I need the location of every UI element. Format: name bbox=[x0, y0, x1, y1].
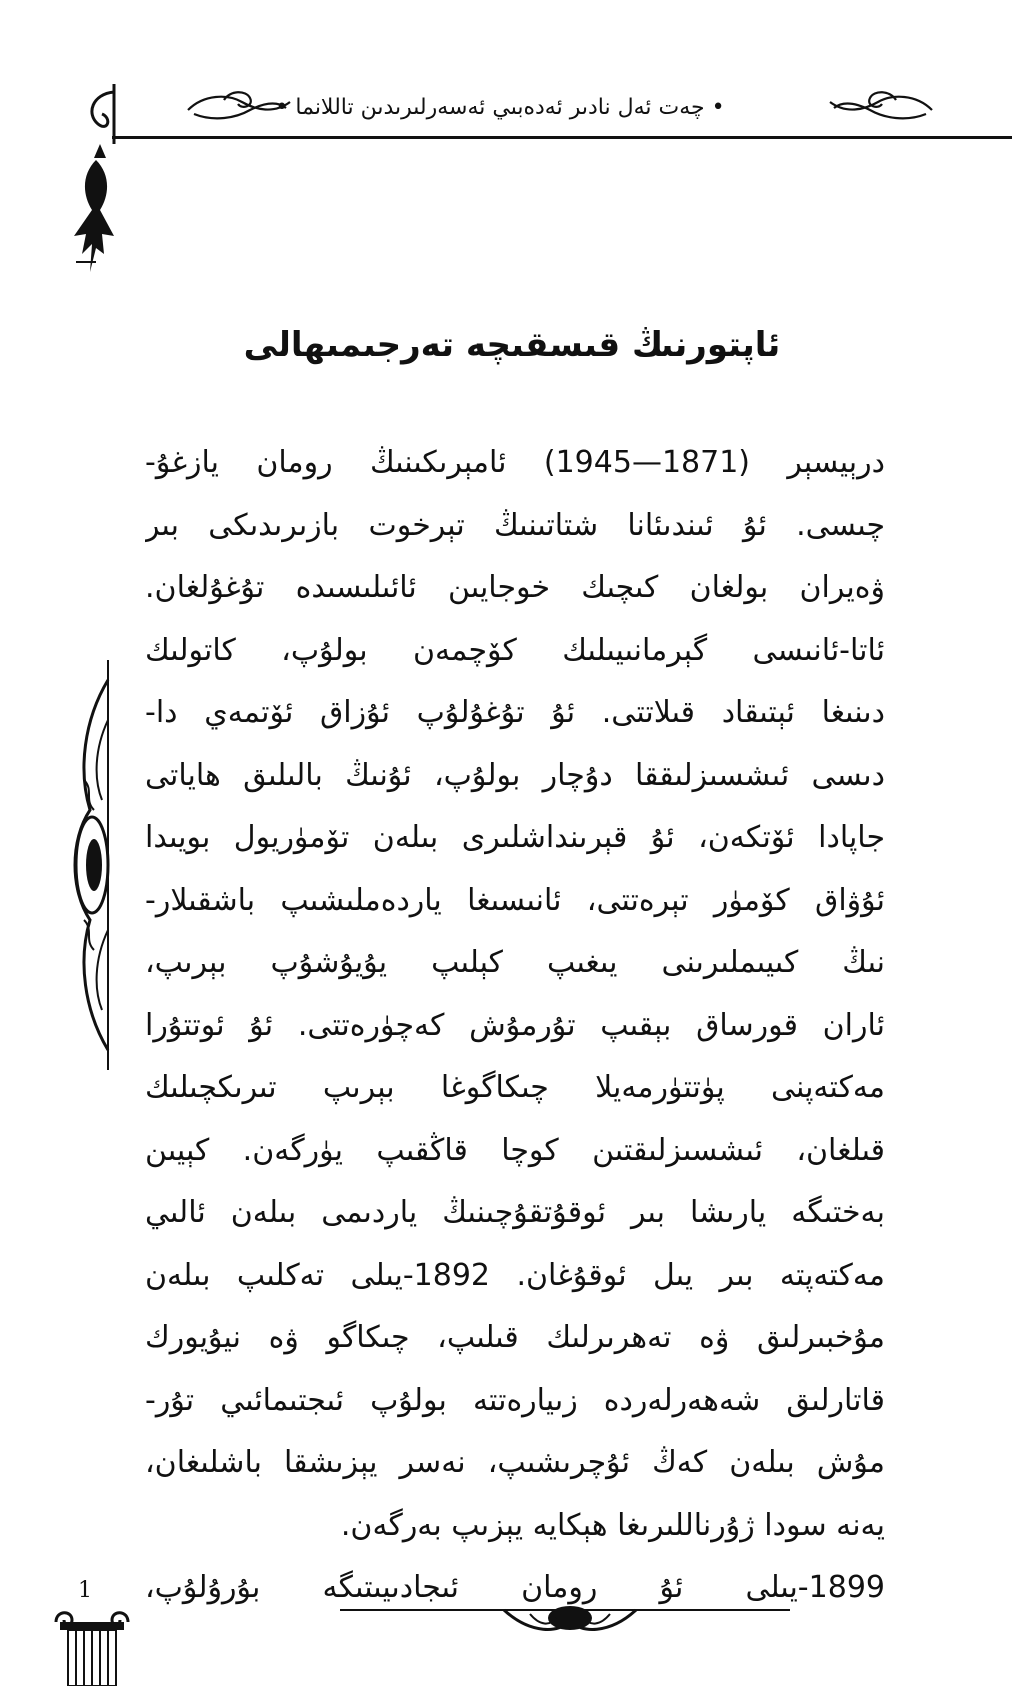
body-text bbox=[145, 432, 885, 1620]
chapter-title: ئاپتورنىڭ قىسقىچە تەرجىمىھالى bbox=[243, 325, 781, 365]
body-line: ئاران قورساق بېقىپ تۇرمۇش كەچۈرەتتى. ئۇ ئوتتۇرا bbox=[145, 1007, 885, 1043]
body-line: 1899-يىلى ئۇ رومان ئىجادىيىتىگە بۇرۇلۇپ، bbox=[145, 1570, 885, 1605]
column-ornament-icon bbox=[54, 1608, 130, 1686]
body-line: مەكتەپنى پۈتتۈرمەيلا چىكاگوغا بېرىپ تىرىكچىلىك bbox=[145, 1070, 885, 1105]
body-line: مۇخبىرلىق ۋە تەھرىرلىك قىلىپ، چىكاگو ۋە نيۇيورك bbox=[145, 1320, 885, 1355]
body-line: قاتارلىق شەھەرلەردە زىيارەتتە بولۇپ ئىجتىمائىي تۇر- bbox=[145, 1382, 885, 1418]
body-line: نىڭ كىيىملىرىنى يىغىپ كېلىپ يۇيۇشۇپ بېرىپ، bbox=[145, 945, 885, 980]
side-floral-ornament-icon bbox=[64, 660, 114, 1070]
body-line: دىسى ئىشسىزلىققا دۇچار بولۇپ، ئۇنىڭ بالىلىق ھاياتى bbox=[145, 757, 885, 793]
page-number: 1 bbox=[78, 1578, 92, 1603]
corner-ornament-icon bbox=[52, 84, 124, 280]
body-line: مەكتەپتە بىر يىل ئوقۇغان. 1892-يىلى تەكلىپ بىلەن bbox=[145, 1257, 885, 1293]
right-swash-ornament-icon bbox=[826, 88, 936, 128]
body-line: بەختىگە يارىشا بىر ئوقۇتقۇچىنىڭ ياردىمى بىلەن ئالىي bbox=[145, 1195, 885, 1230]
body-line: جاپادا ئۆتكەن، ئۇ قېرىنداشلىرى بىلەن تۆمۈريول بويىدا bbox=[145, 820, 885, 855]
body-line: دىنىغا ئېتىقاد قىلاتتى. ئۇ تۇغۇلۇپ ئۇزاق ئۆتمەي دا- bbox=[145, 695, 885, 730]
body-line: ئۇۋاق كۆمۈر تېرەتتى، ئانىسىغا ياردەملىشىپ باشقىلار- bbox=[145, 882, 885, 918]
body-line: ۋەيران بولغان كىچىك خوجايىن ئائىلىسىدە تۇغۇلغان. bbox=[145, 570, 885, 605]
footer-ornament-icon bbox=[500, 1600, 640, 1638]
header-rule bbox=[112, 136, 1012, 139]
running-header-title: • چەت ئەل نادىر ئەدەبىي ئەسەرلىرىدىن تاللانما • bbox=[275, 95, 725, 120]
body-line: ئاتا-ئانىسى گېرمانىيىلىك كۆچمەن بولۇپ، كاتولىك bbox=[145, 632, 885, 668]
body-line: مۇش بىلەن كەڭ ئۇچرىشىپ، نەسر يېزىشقا باشلىغان، bbox=[145, 1445, 885, 1480]
body-line: قىلغان، ئىشسىزلىقتىن كوچا قاڭقىپ يۈرگەن. كېيىن bbox=[145, 1132, 885, 1168]
body-line: درېيسېر (1871—1945) ئامېرىكىنىڭ رومان يازغۇ- bbox=[145, 445, 885, 480]
body-line: يەنە سودا ژۇرناللىرىغا ھېكايە يېزىپ بەرگەن. bbox=[340, 1507, 885, 1543]
body-line: چىسى. ئۇ ئىندىئانا شتاتىنىڭ تېرخوت بازىرىدىكى بىر bbox=[145, 507, 885, 543]
